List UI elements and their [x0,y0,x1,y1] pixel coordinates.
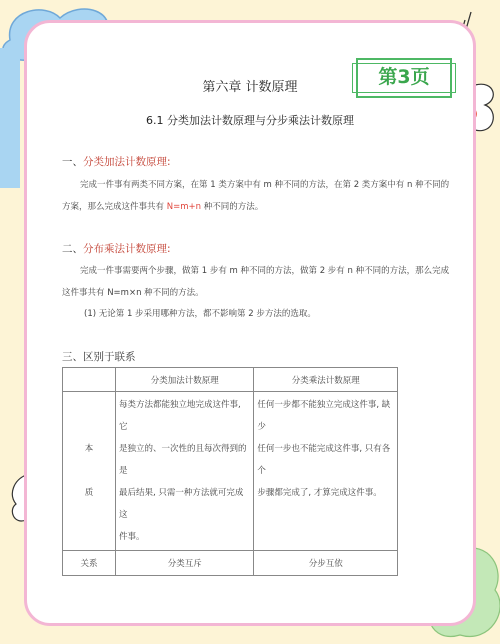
chapter-title: 第六章 计数原理 [202,80,298,95]
page-number-badge: 第3页 [356,58,452,98]
essence-multiplication-line: 任何一步也不能完成这件事, 只有各个 [257,444,391,476]
essence-multiplication-line: 任何一步都不能独立完成这件事, 缺少 [257,400,391,432]
part2-line2: 这件事共有 N=m×n 种不同的方法。 [62,288,204,298]
table-row-relation [63,551,398,576]
part1-line1: 完成一件事有两类不同方案，在第 1 类方案中有 m 种不同的方法，在第 2 类方案中有 n 种不同的 [80,180,450,190]
essence-addition-line: 件事。 [119,532,145,542]
part1-line2-pre: 方案，那么完成这件事共有 [62,202,167,212]
table-header-addition: 分类加法计数原理 [116,368,254,392]
part2-number: 二、 [62,243,83,255]
relation-addition: 分类互斥 [116,551,254,576]
essence-label-bottom: 质 [84,488,94,498]
relation-multiplication: 分步互依 [254,551,398,576]
document-page [44,36,456,614]
part1-number: 一、 [62,156,83,168]
table-header-multiplication: 分类乘法计数原理 [254,368,398,392]
part1-heading [62,154,171,169]
part3-heading: 三、区别于联系 [62,351,136,363]
part2-line1: 完成一件事需要两个步骤，做第 1 步有 m 种不同的方法，做第 2 步有 n 种不同的方法，那么完成 [80,266,450,276]
essence-addition-line: 最后结果, 只需一种方法就可完成这 [119,488,244,520]
essence-addition-line: 每类方法都能独立地完成这件事, 它 [119,400,241,432]
relation-label: 关系 [63,551,116,576]
part1-line2-post: 种不同的方法。 [201,202,264,212]
table-header-row [63,368,398,392]
part1-title: 分类加法计数原理: [83,156,171,168]
table-header-empty [63,368,116,392]
blue-bar-decoration [0,48,26,188]
essence-multiplication-cell [254,392,398,551]
part1-line2 [62,196,450,218]
essence-addition-line: 是独立的、一次性的且每次得到的是 [119,444,247,476]
essence-label-top: 本 [84,444,94,454]
comparison-table [62,367,398,576]
essence-multiplication-line: 步骤都完成了, 才算完成这件事。 [257,488,382,498]
part2-note: (1) 无论第 1 步采用哪种方法，都不影响第 2 步方法的选取。 [84,309,316,319]
part2-title: 分布乘法计数原理: [83,243,171,255]
part1-formula: N=m+n [166,202,201,212]
part2-heading [62,241,171,256]
section-title: 6.1 分类加法计数原理与分步乘法计数原理 [146,114,354,127]
table-row-essence-label [63,392,116,551]
table-row-essence [63,392,398,551]
essence-addition-cell [116,392,254,551]
